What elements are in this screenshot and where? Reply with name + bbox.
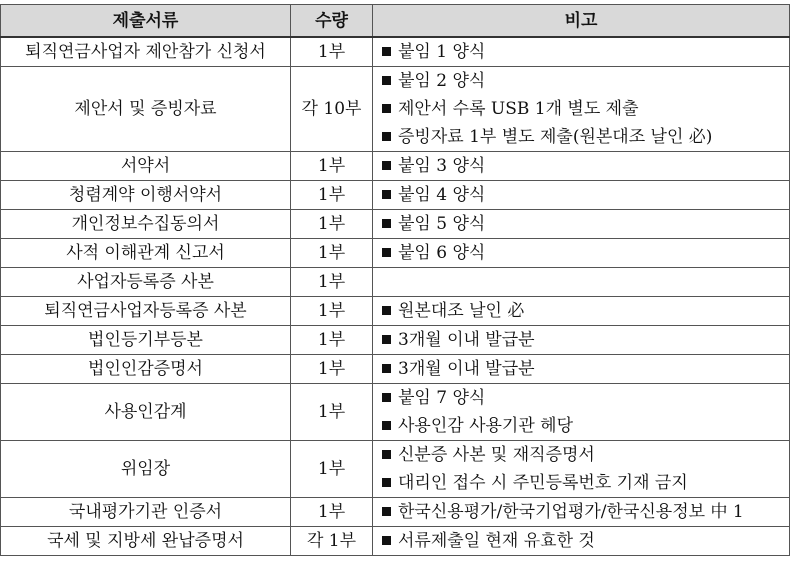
submission-documents-table [0, 4, 790, 556]
square-bullet-icon [382, 507, 391, 516]
remark-text: 붙임 4 양식 [398, 185, 486, 205]
table-row [1, 498, 790, 527]
document-remarks [373, 37, 790, 67]
remark-item [382, 384, 783, 412]
remark-text: 원본대조 날인 必 [398, 301, 525, 321]
table-row [1, 210, 790, 239]
remark-item [382, 412, 783, 440]
document-name: 위임장 [1, 441, 291, 498]
document-name: 사적 이해관계 신고서 [1, 239, 291, 268]
remark-text: 신분증 사본 및 재직증명서 [398, 445, 595, 465]
document-name: 청렴계약 이행서약서 [1, 181, 291, 210]
document-quantity: 1부 [291, 441, 373, 498]
table-row [1, 527, 790, 556]
square-bullet-icon [382, 47, 391, 56]
document-quantity: 1부 [291, 384, 373, 441]
document-remarks [373, 210, 790, 239]
document-quantity: 1부 [291, 268, 373, 297]
remark-item [382, 498, 783, 526]
document-remarks [373, 67, 790, 152]
square-bullet-icon [382, 219, 391, 228]
document-quantity: 1부 [291, 326, 373, 355]
remark-text: 증빙자료 1부 별도 제출(원본대조 날인 必) [398, 127, 713, 147]
document-remarks [373, 498, 790, 527]
document-remarks [373, 527, 790, 556]
square-bullet-icon [382, 248, 391, 257]
remark-text: 붙임 1 양식 [398, 42, 486, 62]
remark-item [382, 297, 783, 325]
document-quantity: 1부 [291, 181, 373, 210]
table-row [1, 384, 790, 441]
header-note: 비고 [373, 5, 790, 38]
remark-item [382, 355, 783, 383]
remark-item [382, 67, 783, 95]
remark-text: 붙임 6 양식 [398, 243, 486, 263]
remark-item [382, 527, 783, 555]
document-remarks [373, 326, 790, 355]
remark-item [382, 152, 783, 180]
remark-text: 붙임 7 양식 [398, 388, 486, 408]
table-header-row [1, 5, 790, 38]
table-row [1, 37, 790, 67]
remark-text: 붙임 3 양식 [398, 156, 486, 176]
remark-item [382, 181, 783, 209]
remark-text: 붙임 5 양식 [398, 214, 486, 234]
remark-text: 대리인 접수 시 주민등록번호 기재 금지 [398, 473, 688, 493]
document-name: 국내평가기관 인증서 [1, 498, 291, 527]
document-name: 개인정보수집동의서 [1, 210, 291, 239]
document-quantity: 1부 [291, 498, 373, 527]
square-bullet-icon [382, 364, 391, 373]
document-remarks [373, 239, 790, 268]
square-bullet-icon [382, 478, 391, 487]
document-name: 제안서 및 증빙자료 [1, 67, 291, 152]
document-remarks [373, 355, 790, 384]
square-bullet-icon [382, 306, 391, 315]
document-quantity: 1부 [291, 210, 373, 239]
document-remarks [373, 384, 790, 441]
document-name: 서약서 [1, 152, 291, 181]
document-remarks [373, 441, 790, 498]
square-bullet-icon [382, 190, 391, 199]
table-row [1, 152, 790, 181]
remark-item [382, 38, 783, 66]
document-quantity: 각 10부 [291, 67, 373, 152]
document-remarks [373, 152, 790, 181]
document-remarks [373, 268, 790, 297]
square-bullet-icon [382, 536, 391, 545]
table-row [1, 67, 790, 152]
table-row [1, 326, 790, 355]
document-quantity: 1부 [291, 355, 373, 384]
remark-text: 붙임 2 양식 [398, 71, 486, 91]
document-remarks [373, 181, 790, 210]
document-quantity: 1부 [291, 297, 373, 326]
remark-item [382, 326, 783, 354]
remark-text: 사용인감 사용기관 헤당 [398, 416, 574, 436]
remark-item [382, 95, 783, 123]
document-name: 법인등기부등본 [1, 326, 291, 355]
document-name: 사업자등록증 사본 [1, 268, 291, 297]
remark-text: 서류제출일 현재 유효한 것 [398, 531, 595, 551]
document-name: 퇴직연금사업자등록증 사본 [1, 297, 291, 326]
square-bullet-icon [382, 421, 391, 430]
remark-item [382, 469, 783, 497]
document-name: 법인인감증명서 [1, 355, 291, 384]
square-bullet-icon [382, 161, 391, 170]
remark-item [382, 123, 783, 151]
square-bullet-icon [382, 76, 391, 85]
remark-text: 제안서 수록 USB 1개 별도 제출 [398, 99, 639, 119]
header-qty: 수량 [291, 5, 373, 38]
remark-item [382, 441, 783, 469]
document-name: 사용인감계 [1, 384, 291, 441]
document-name: 퇴직연금사업자 제안참가 신청서 [1, 37, 291, 67]
document-quantity: 1부 [291, 37, 373, 67]
square-bullet-icon [382, 335, 391, 344]
table-row [1, 297, 790, 326]
document-quantity: 1부 [291, 239, 373, 268]
remark-item [382, 239, 783, 267]
square-bullet-icon [382, 450, 391, 459]
table-row [1, 239, 790, 268]
document-quantity: 각 1부 [291, 527, 373, 556]
document-name: 국세 및 지방세 완납증명서 [1, 527, 291, 556]
table-row [1, 355, 790, 384]
table-body [1, 37, 790, 556]
table-row [1, 181, 790, 210]
document-quantity: 1부 [291, 152, 373, 181]
table-row [1, 441, 790, 498]
remark-item [382, 210, 783, 238]
square-bullet-icon [382, 104, 391, 113]
document-remarks [373, 297, 790, 326]
remark-text: 3개월 이내 발급분 [398, 359, 535, 379]
square-bullet-icon [382, 393, 391, 402]
square-bullet-icon [382, 132, 391, 141]
header-doc: 제출서류 [1, 5, 291, 38]
table-row [1, 268, 790, 297]
remark-text: 3개월 이내 발급분 [398, 330, 535, 350]
remark-text: 한국신용평가/한국기업평가/한국신용정보 中 1 [398, 502, 744, 522]
